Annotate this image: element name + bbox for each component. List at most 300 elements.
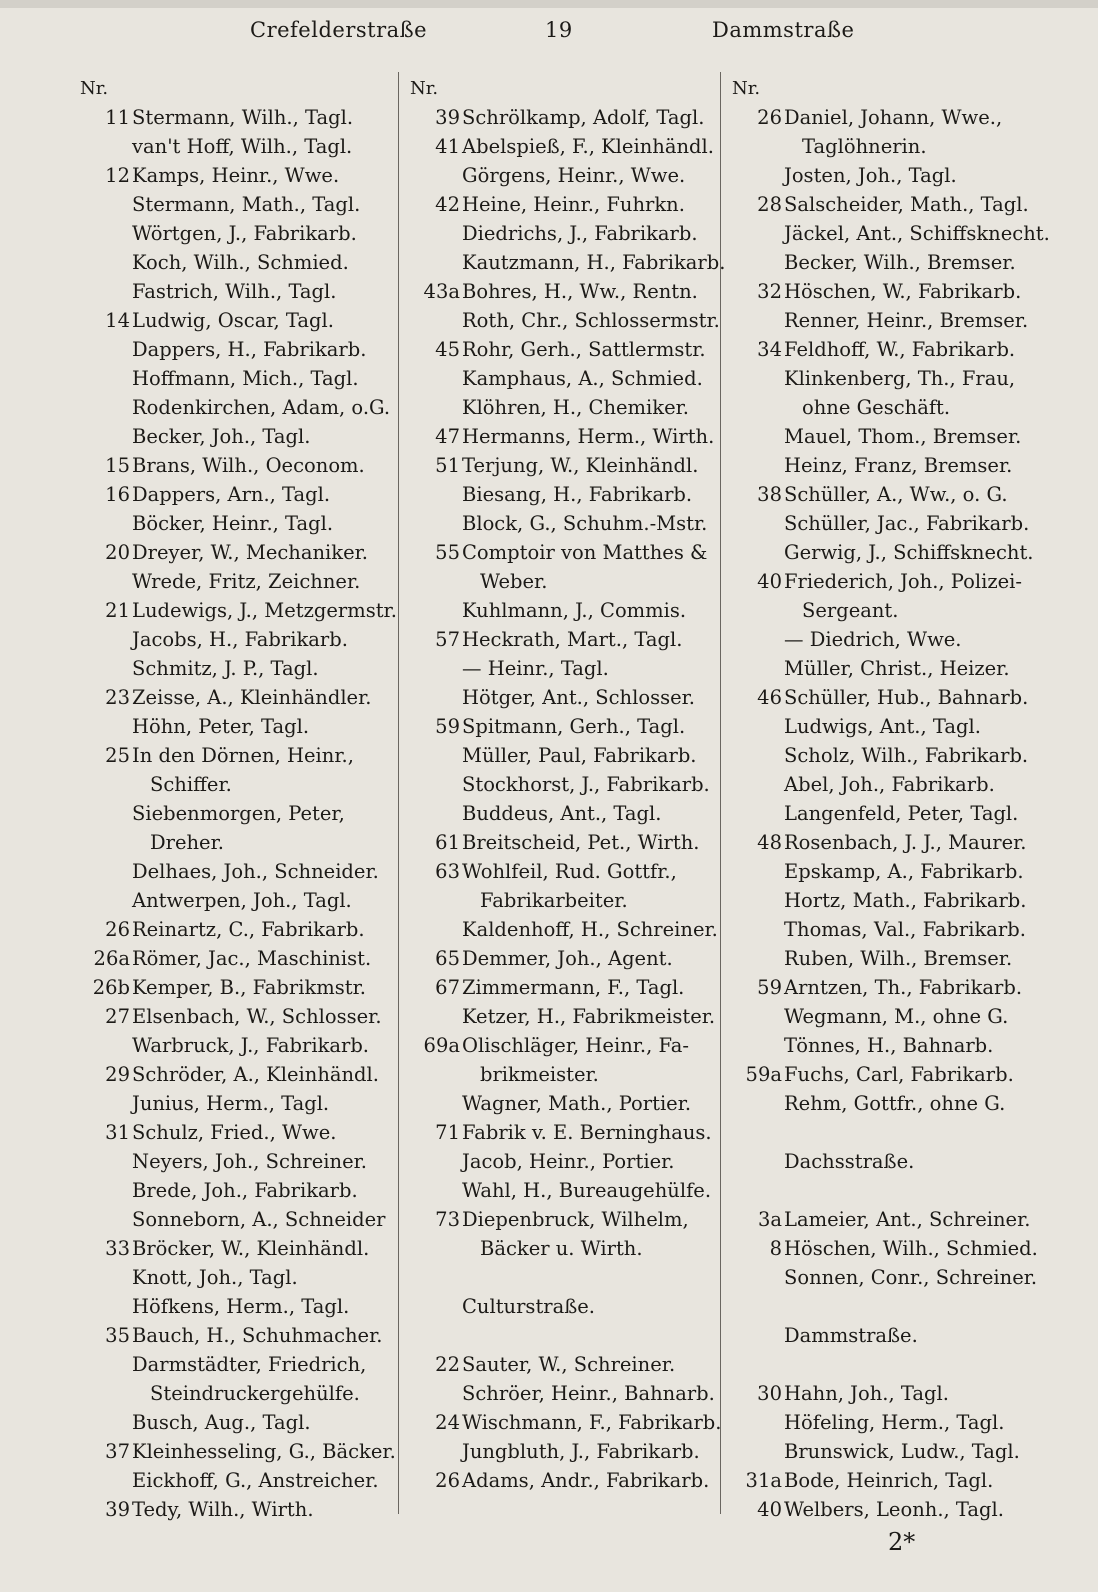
entry-continuation [78,1379,396,1408]
resident-text: Kaldenhoff, H., Schreiner. [462,918,718,941]
spacer [730,1118,1035,1147]
resident-text: Langenfeld, Peter, Tagl. [784,802,1019,825]
house-number: 14 [105,309,130,332]
resident-text: Ketzer, H., Fabrikmeister. [462,1005,716,1028]
resident-entry [78,219,396,248]
resident-text: Breitscheid, Pet., Wirth. [462,831,700,854]
resident-text: Weber. [480,570,548,593]
resident-entry [730,422,1035,451]
house-number: 40 [757,1498,782,1521]
resident-text: Hötger, Ant., Schlosser. [462,686,696,709]
resident-text: Kleinhesseling, G., Bäcker. [132,1440,396,1463]
resident-text: Schiffer. [150,773,232,796]
resident-entry [730,741,1035,770]
nr-label: Nr. [410,78,439,99]
resident-text: Heckrath, Mart., Tagl. [462,628,683,651]
resident-entry [78,248,396,277]
house-number: 25 [105,744,130,767]
house-number: 21 [105,599,130,622]
resident-text: Stermann, Math., Tagl. [132,193,361,216]
resident-text: Stermann, Wilh., Tagl. [132,106,354,129]
resident-text: Abelspieß, F., Kleinhändl. [462,135,714,158]
resident-text: Brede, Joh., Fabrikarb. [132,1179,358,1202]
resident-text: Fabrik v. E. Berninghaus. [462,1121,712,1144]
resident-text: Block, G., Schuhm.-Mstr. [462,512,708,535]
resident-entry [78,306,396,335]
resident-entry [408,277,718,306]
resident-entry [408,538,718,567]
resident-entry [78,741,396,770]
resident-text: Rosenbach, J. J., Maurer. [784,831,1027,854]
house-number: 33 [105,1237,130,1260]
resident-text: Siebenmorgen, Peter, [132,802,345,825]
resident-entry [730,364,1035,393]
resident-text: brikmeister. [480,1063,599,1086]
house-number: 39 [105,1498,130,1521]
resident-entry [408,335,718,364]
resident-entry [730,712,1035,741]
resident-entry [730,1234,1038,1263]
resident-text: Ludwig, Oscar, Tagl. [132,309,334,332]
resident-text: Ludewigs, J., Metzgermstr. [132,599,397,622]
resident-text: Zimmermann, F., Tagl. [462,976,685,999]
resident-text: Lameier, Ant., Schreiner. [784,1208,1031,1231]
resident-text: Tedy, Wilh., Wirth. [132,1498,314,1521]
resident-entry [78,1060,396,1089]
resident-entry [78,1234,396,1263]
resident-text: Höhn, Peter, Tagl. [132,715,310,738]
resident-entry [730,1408,1035,1437]
resident-text: Schröder, A., Kleinhändl. [132,1063,379,1086]
house-number: 26 [105,918,130,941]
resident-text: Hortz, Math., Fabrikarb. [784,889,1027,912]
resident-text: Stockhorst, J., Fabrikarb. [462,773,710,796]
resident-text: Terjung, W., Kleinhändl. [462,454,699,477]
resident-entry [730,277,1035,306]
house-number: 26 [757,106,782,129]
resident-entry [730,1060,1035,1089]
resident-text: Tönnes, H., Bahnarb. [784,1034,994,1057]
house-number: 71 [435,1121,460,1144]
column-divider [720,72,721,1514]
house-number: 31 [105,1121,130,1144]
resident-entry [730,1379,1035,1408]
nr-label: Nr. [732,78,761,99]
resident-entry [78,335,396,364]
house-number: 34 [757,338,782,361]
house-number: 73 [435,1208,460,1231]
house-number: 28 [757,193,782,216]
column-label [730,74,1035,103]
house-number: 26a [93,947,130,970]
resident-entry [78,161,396,190]
resident-entry [730,886,1035,915]
entry-continuation [730,132,1035,161]
house-number: 59 [757,976,782,999]
resident-entry [730,1466,1035,1495]
resident-entry [78,422,396,451]
resident-text: ohne Geschäft. [802,396,951,419]
resident-text: Höschen, Wilh., Schmied. [784,1237,1038,1260]
resident-entry [730,161,1035,190]
resident-entry [408,1408,722,1437]
resident-text: Bäcker u. Wirth. [480,1237,643,1260]
column-2 [408,74,726,1495]
resident-text: Bode, Heinrich, Tagl. [784,1469,994,1492]
resident-entry [408,1350,718,1379]
resident-text: Kamphaus, A., Schmied. [462,367,703,390]
resident-entry [408,654,718,683]
resident-entry [408,1176,718,1205]
house-number: 31a [745,1469,782,1492]
resident-entry [730,770,1035,799]
resident-entry [408,1379,718,1408]
house-number: 39 [435,106,460,129]
resident-text: Ruben, Wilh., Bremser. [784,947,1013,970]
resident-entry [408,1437,718,1466]
resident-entry [408,741,718,770]
resident-text: Daniel, Johann, Wwe., [784,106,1003,129]
resident-entry [78,1350,396,1379]
entry-continuation [78,828,396,857]
house-number: 43a [423,280,460,303]
house-number: 26b [92,976,130,999]
resident-entry [78,1495,396,1524]
resident-text: Sergeant. [802,599,899,622]
resident-text: Sonneborn, A., Schneider [132,1208,386,1231]
resident-entry [78,1466,396,1495]
resident-text: Böcker, Heinr., Tagl. [132,512,334,535]
resident-entry [408,1002,718,1031]
spacer [730,1292,1035,1321]
resident-text: Buddeus, Ant., Tagl. [462,802,662,825]
street-heading [730,1147,1035,1176]
resident-text: Reinartz, C., Fabrikarb. [132,918,365,941]
resident-entry [408,161,718,190]
resident-entry [408,944,718,973]
resident-entry [408,1466,718,1495]
resident-entry [78,103,396,132]
resident-text: Eickhoff, G., Anstreicher. [132,1469,379,1492]
resident-text: Wörtgen, J., Fabrikarb. [132,222,357,245]
resident-entry [78,393,396,422]
house-number: 48 [757,831,782,854]
resident-text: Becker, Joh., Tagl. [132,425,311,448]
resident-entry [78,1292,396,1321]
page-number: 19 [545,18,573,42]
resident-text: Demmer, Joh., Agent. [462,947,673,970]
resident-text: Sonnen, Conr., Schreiner. [784,1266,1038,1289]
entry-continuation [730,596,1035,625]
resident-entry [408,857,718,886]
resident-entry [78,683,396,712]
resident-entry [78,1002,396,1031]
house-number: 38 [757,483,782,506]
resident-text: Thomas, Val., Fabrikarb. [784,918,1026,941]
resident-entry [408,683,718,712]
resident-text: Josten, Joh., Tagl. [784,164,957,187]
house-number: 32 [757,280,782,303]
resident-text: Dreyer, W., Mechaniker. [132,541,368,564]
resident-text: Schüller, Hub., Bahnarb. [784,686,1029,709]
resident-entry [730,683,1035,712]
resident-text: Neyers, Joh., Schreiner. [132,1150,368,1173]
resident-text: Bröcker, W., Kleinhändl. [132,1237,370,1260]
resident-text: Arntzen, Th., Fabrikarb. [784,976,1023,999]
signature-mark: 2* [888,1528,916,1556]
resident-text: Kemper, B., Fabrikmstr. [132,976,366,999]
resident-entry [78,1089,396,1118]
resident-entry [78,1147,396,1176]
resident-text: Salscheider, Math., Tagl. [784,193,1029,216]
entry-continuation [78,770,396,799]
house-number: 51 [435,454,460,477]
resident-entry [408,480,718,509]
resident-entry [408,915,718,944]
resident-text: Sauter, W., Schreiner. [462,1353,676,1376]
house-number: 26 [435,1469,460,1492]
resident-text: In den Dörnen, Heinr., [132,744,354,767]
resident-entry [408,306,718,335]
resident-text: Bohres, H., Ww., Rentn. [462,280,698,303]
resident-text: Feldhoff, W., Fabrikarb. [784,338,1016,361]
resident-entry [78,886,396,915]
resident-entry [78,1408,396,1437]
house-number: 3a [757,1208,782,1231]
entry-continuation [408,567,718,596]
running-head-left: Crefelderstraße [250,18,428,42]
resident-entry [408,509,718,538]
resident-entry [78,799,396,828]
resident-entry [730,973,1035,1002]
resident-text: Schmitz, J. P., Tagl. [132,657,319,680]
resident-entry [408,103,718,132]
resident-entry [408,132,718,161]
resident-entry [730,857,1035,886]
house-number: 8 [769,1237,782,1260]
resident-entry [78,1263,396,1292]
resident-text: Bauch, H., Schuhmacher. [132,1324,383,1347]
resident-text: Wagner, Math., Portier. [462,1092,692,1115]
resident-text: Abel, Joh., Fabrikarb. [784,773,995,796]
resident-text: Schüller, Jac., Fabrikarb. [784,512,1030,535]
resident-text: Kuhlmann, J., Commis. [462,599,687,622]
resident-entry [408,799,718,828]
resident-entry [408,596,718,625]
resident-text: Wahl, H., Bureaugehülfe. [462,1179,712,1202]
column-divider [398,72,399,1514]
resident-entry [408,393,718,422]
column-1 [78,74,396,1524]
resident-entry [730,219,1050,248]
house-number: 11 [105,106,130,129]
resident-entry [730,190,1035,219]
resident-text: Dappers, H., Fabrikarb. [132,338,367,361]
resident-text: Jacobs, H., Fabrikarb. [132,628,348,651]
resident-text: Hahn, Joh., Tagl. [784,1382,949,1405]
resident-text: Mauel, Thom., Bremser. [784,425,1022,448]
resident-entry [78,451,396,480]
house-number: 47 [435,425,460,448]
house-number: 24 [435,1411,460,1434]
resident-entry [78,364,396,393]
resident-text: Müller, Paul, Fabrikarb. [462,744,697,767]
house-number: 67 [435,976,460,999]
column-label [408,74,718,103]
resident-text: — Diedrich, Wwe. [784,628,962,651]
street-heading [730,1321,1035,1350]
resident-entry [730,567,1035,596]
resident-text: Warbruck, J., Fabrikarb. [132,1034,370,1057]
resident-entry [730,1205,1035,1234]
resident-entry [78,625,396,654]
resident-text: Wrede, Fritz, Zeichner. [132,570,361,593]
house-number: 29 [105,1063,130,1086]
resident-entry [408,625,718,654]
resident-entry [730,1263,1038,1292]
spacer [408,1321,718,1350]
column-label [78,74,396,103]
house-number: 65 [435,947,460,970]
resident-entry [730,1437,1035,1466]
resident-text: Spitmann, Gerh., Tagl. [462,715,686,738]
street-heading-text: Culturstraße. [462,1295,595,1318]
resident-text: Klinkenberg, Th., Frau, [784,367,1016,390]
resident-text: — Heinr., Tagl. [462,657,609,680]
resident-entry [408,770,718,799]
resident-text: Schulz, Fried., Wwe. [132,1121,337,1144]
resident-entry [408,1118,718,1147]
resident-text: Höfeling, Herm., Tagl. [784,1411,1005,1434]
resident-entry [730,1031,1035,1060]
resident-entry [78,1176,396,1205]
resident-text: Ludwigs, Ant., Tagl. [784,715,981,738]
house-number: 61 [435,831,460,854]
resident-entry [730,335,1035,364]
resident-text: Comptoir von Matthes & [462,541,708,564]
house-number: 15 [105,454,130,477]
resident-entry [78,538,396,567]
column-3 [730,74,1050,1524]
resident-text: Diedrichs, J., Fabrikarb. [462,222,698,245]
resident-text: Jacob, Heinr., Portier. [462,1150,675,1173]
resident-text: Knott, Joh., Tagl. [132,1266,298,1289]
resident-entry [78,132,396,161]
resident-entry [730,1002,1035,1031]
house-number: 40 [757,570,782,593]
house-number: 45 [435,338,460,361]
resident-text: Welbers, Leonh., Tagl. [784,1498,1004,1521]
resident-entry [78,1031,396,1060]
spacer [730,1176,1035,1205]
resident-entry [408,1089,718,1118]
resident-entry [730,799,1035,828]
resident-text: Rodenkirchen, Adam, o.G. [132,396,391,419]
resident-entry [408,973,718,1002]
entry-continuation [408,1234,718,1263]
house-number: 20 [105,541,130,564]
resident-text: Junius, Herm., Tagl. [132,1092,330,1115]
resident-entry [730,306,1035,335]
resident-entry [730,248,1035,277]
house-number: 46 [757,686,782,709]
resident-text: Wegmann, M., ohne G. [784,1005,1009,1028]
street-heading-text: Dachsstraße. [784,1150,915,1173]
house-number: 55 [435,541,460,564]
resident-text: Heinz, Franz, Bremser. [784,454,1013,477]
resident-entry [78,1321,396,1350]
resident-entry [78,1118,396,1147]
resident-text: Steindruckergehülfe. [150,1382,360,1405]
house-number: 27 [105,1005,130,1028]
entry-continuation [408,1060,718,1089]
resident-entry [730,828,1035,857]
resident-entry [408,828,718,857]
resident-entry [78,944,396,973]
house-number: 16 [105,483,130,506]
entry-continuation [730,393,1035,422]
resident-entry [78,509,396,538]
resident-text: Zeisse, A., Kleinhändler. [132,686,372,709]
resident-text: Epskamp, A., Fabrikarb. [784,860,1024,883]
resident-text: Höfkens, Herm., Tagl. [132,1295,350,1318]
resident-entry [730,1089,1035,1118]
nr-label: Nr. [80,78,109,99]
resident-text: Diepenbruck, Wilhelm, [462,1208,689,1231]
resident-text: Wohlfeil, Rud. Gottfr., [462,860,677,883]
running-head-right: Dammstraße [712,18,855,42]
resident-entry [78,190,396,219]
resident-text: Dappers, Arn., Tagl. [132,483,331,506]
resident-text: Kautzmann, H., Fabrikarb. [462,251,726,274]
resident-text: Biesang, H., Fabrikarb. [462,483,693,506]
resident-entry [730,915,1035,944]
resident-entry [408,451,718,480]
house-number: 42 [435,193,460,216]
house-number: 63 [435,860,460,883]
resident-text: Schröer, Heinr., Bahnarb. [462,1382,715,1405]
resident-entry [730,625,1035,654]
house-number: 12 [105,164,130,187]
house-number: 69a [423,1034,460,1057]
house-number: 59a [745,1063,782,1086]
resident-text: Höschen, W., Fabrikarb. [784,280,1022,303]
resident-entry [408,219,718,248]
spacer [408,1263,718,1292]
resident-entry [408,248,726,277]
resident-text: Hermanns, Herm., Wirth. [462,425,715,448]
resident-text: Kamps, Heinr., Wwe. [132,164,340,187]
resident-text: Busch, Aug., Tagl. [132,1411,311,1434]
resident-text: Olischläger, Heinr., Fa- [462,1034,689,1057]
resident-text: Darmstädter, Friedrich, [132,1353,367,1376]
house-number: 35 [105,1324,130,1347]
house-number: 30 [757,1382,782,1405]
resident-entry [408,1147,718,1176]
resident-text: Müller, Christ., Heizer. [784,657,1010,680]
resident-entry [730,1495,1035,1524]
resident-text: Rohr, Gerh., Sattlermstr. [462,338,706,361]
resident-text: Dreher. [150,831,224,854]
resident-entry [408,364,718,393]
house-number: 41 [435,135,460,158]
resident-entry [78,973,396,1002]
resident-text: Scholz, Wilh., Fabrikarb. [784,744,1029,767]
resident-text: Schrölkamp, Adolf, Tagl. [462,106,705,129]
resident-text: Hoffmann, Mich., Tagl. [132,367,359,390]
resident-text: Rehm, Gottfr., ohne G. [784,1092,1006,1115]
resident-entry [78,712,396,741]
